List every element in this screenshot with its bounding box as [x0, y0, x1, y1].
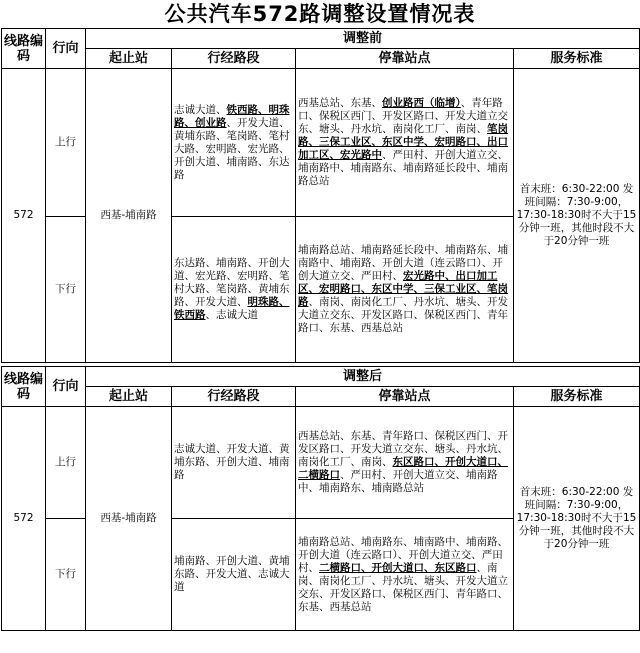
stops-list [296, 217, 514, 363]
header-service: 服务标准 [514, 49, 640, 69]
direction-down: 下行 [46, 519, 86, 631]
route-section [172, 407, 296, 519]
text-segment: 埔南路总站、埔南路东、埔南路中、埔南路、开创大道（连云路口）、开创大道立交、严田村、 [298, 535, 508, 574]
header-terminals: 起止站 [86, 387, 172, 407]
service-standard: 首末班：6:30-22:00 发班间隔：7:30-9:00，17:30-18:30时不大于15分钟一班，其他时段不大于20分钟一班 [514, 407, 640, 631]
highlighted-text: 铁西路、明珠路、创业路 [174, 103, 290, 129]
stops-list [296, 69, 514, 217]
header-terminals: 起止站 [86, 49, 172, 69]
header-line-no: 线路编码 [2, 367, 46, 407]
highlighted-text: 笔岗路、三保工业区、东区中学、宏明路口、出口加工区、宏光路中 [298, 123, 508, 161]
text-segment: 东达路、埔南路、开创大道、宏光路、宏明路、笔村大路、笔岗路、黄埔东路、开发大道、 [174, 257, 290, 308]
route-section [172, 217, 296, 363]
highlighted-text: 创业路西（临增） [382, 97, 461, 109]
text-segment: 、南岗、南岗化工厂、丹水坑、塘头、开发大道立交东、开发区路口、保税区西门、青年路口、东基、西基总站 [298, 296, 508, 334]
text-segment: 志诚大道、开发大道、黄埔东路、开创大道、埔南路 [174, 443, 290, 481]
header-stops: 停靠站点 [296, 49, 514, 69]
text-segment: 志诚大道、 [174, 103, 227, 116]
direction-up: 上行 [46, 407, 86, 519]
text-segment: 、青年路口、保税区西门、开发区路口、开发大道立交东、塘头、丹水坑、南岗化工厂、南岗、 [298, 97, 508, 135]
text-segment: 埔南路总站、埔南路延长段中、埔南路东、埔南路中、埔南路、开创大道（连云路口）、开创大道立交、严田村、 [298, 244, 508, 282]
highlighted-text: 明珠路、铁西路 [174, 296, 290, 321]
header-line-no: 线路编码 [2, 29, 46, 69]
text-segment: 、严田村、开创大道立交、埔南路中、埔南路东、埔南路总站 [298, 469, 498, 494]
direction-up: 上行 [46, 69, 86, 217]
table-row [2, 407, 640, 519]
route-section [172, 519, 296, 631]
header-service: 服务标准 [514, 387, 640, 407]
header-route-section: 行经路段 [172, 49, 296, 69]
text-segment: 、志诚大道 [205, 309, 258, 321]
service-standard: 首末班：6:30-22:00 发班间隔：7:30-9:00，17:30-18:30时不大于15分钟一班，其他时段不大于20分钟一班 [514, 69, 640, 363]
terminals: 西基-埔南路 [86, 69, 172, 363]
header-route-section: 行经路段 [172, 387, 296, 407]
text-segment: 、开发大道、黄埔东路、笔岗路、笔村大路、宏明路、宏光路、开创大道、埔南路、东达路 [174, 116, 290, 181]
direction-down: 下行 [46, 217, 86, 363]
header-stops: 停靠站点 [296, 387, 514, 407]
header-direction: 行向 [46, 367, 86, 407]
text-segment: 西基总站、东基、青年路口、保税区西门、开发区路口、开发大道立交东、塘头、丹水坑、南岗化工厂、南岗、 [298, 430, 508, 468]
stops-list [296, 407, 514, 519]
highlighted-text: 二横路口、开创大道口、东区路口 [319, 561, 477, 574]
stops-list [296, 519, 514, 631]
terminals: 西基-埔南路 [86, 407, 172, 631]
highlighted-text: 宏光路中、出口加工区、宏明路口、东区中学、三保工业区、笔岗路 [298, 270, 508, 308]
line-number: 572 [2, 407, 46, 631]
route-section [172, 69, 296, 217]
section-caption-after: 调整后 [86, 367, 640, 387]
text-segment: 、严田村、开创大道立交、埔南路中、埔南路东、埔南路延长段中、埔南路总站 [298, 149, 508, 187]
page-title: 公共汽车572路调整设置情况表 [164, 2, 476, 26]
route-table-before [1, 28, 640, 363]
text-segment: 西基总站、东基、 [298, 97, 382, 109]
highlighted-text: 东区路口、开创大道口、二横路口 [298, 456, 508, 481]
line-number: 572 [2, 69, 46, 363]
text-segment: 埔南路、开创大道、黄埔东路、开发大道、志诚大道 [174, 555, 290, 593]
section-caption-before: 调整前 [86, 29, 640, 49]
header-direction: 行向 [46, 29, 86, 69]
table-row [2, 69, 640, 217]
text-segment: 、南岗、南岗化工厂、丹水坑、塘头、开发大道立交东、开发区路口、保税区西门、青年路口、东基、西基总站 [298, 561, 508, 613]
route-table-after [1, 366, 640, 631]
